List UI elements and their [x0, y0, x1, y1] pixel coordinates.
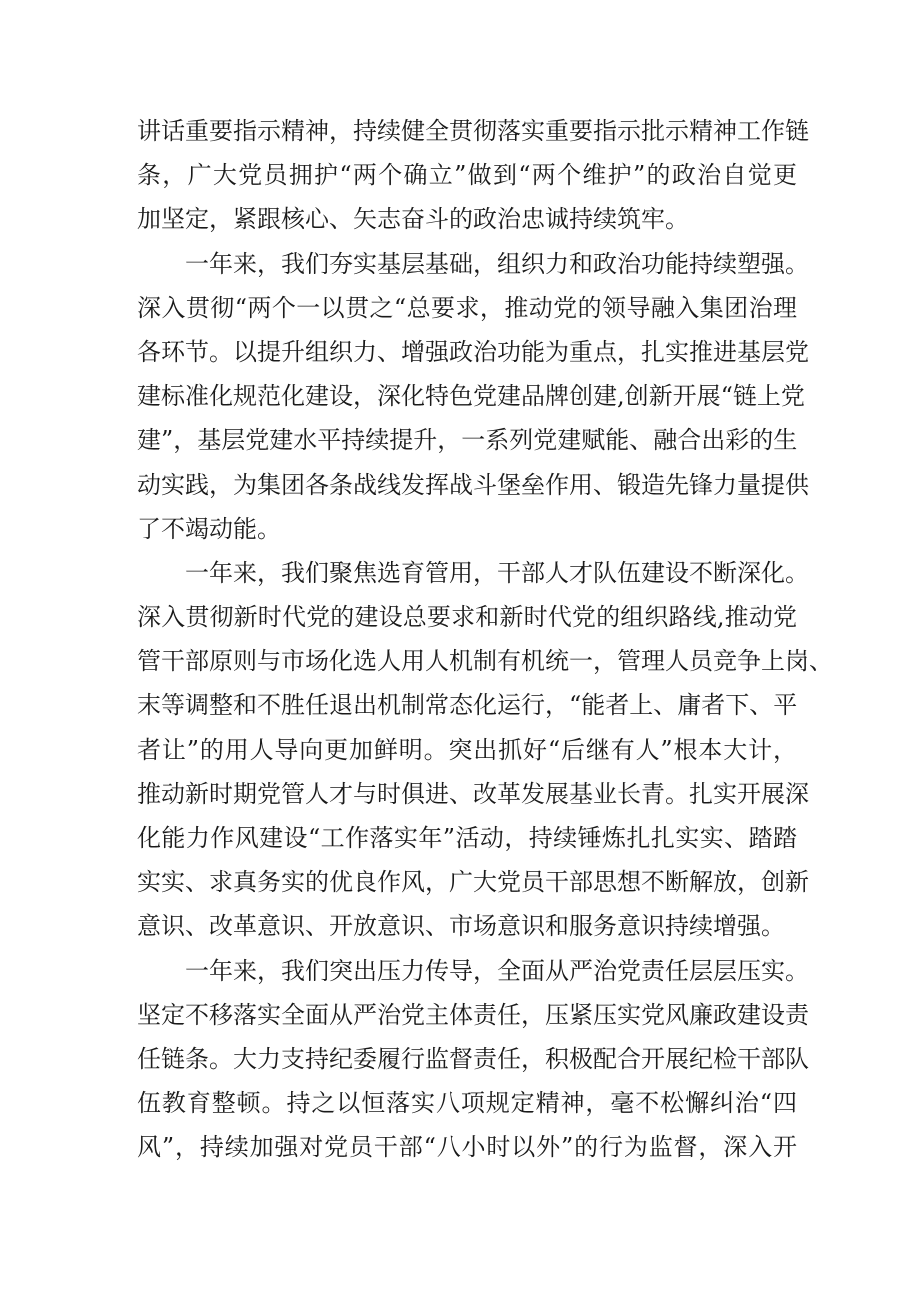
- paragraph-first-line: 一年来，我们夯实基层基础，组织力和政治功能持续塑强。: [185, 249, 809, 278]
- text-line: 建”，基层党建水平持续提升，一系列党建赋能、融合出彩的生: [137, 426, 798, 455]
- text-line: 伍教育整顿。持之以恒落实八项规定精神，毫不松懈纠治“四: [137, 1089, 797, 1118]
- text-line: 讲话重要指示精神，持续健全贯彻落实重要指示批示精神工作链: [137, 117, 809, 145]
- text-line: 坚定不移落实全面从严治党主体责任，压紧压实党风廉政建设责: [137, 1000, 809, 1029]
- text-line: 各环节。以提升组织力、增强政治功能为重点，扎实推进基层党: [137, 337, 809, 366]
- text-line: 意识、改革意识、开放意识、市场意识和服务意识持续增强。: [137, 912, 785, 941]
- paragraph-first-line: 一年来，我们聚焦选育管用，干部人才队伍建设不断深化。: [185, 558, 809, 587]
- text-line: 动实践，为集团各条战线发挥战斗堡垒作用、锻造先锋力量提供: [137, 470, 809, 499]
- document-body: [137, 109, 833, 1170]
- text-line: 推动新时期党管人才与时俱进、改革发展基业长青。扎实开展深: [137, 779, 809, 808]
- text-line: 管干部原则与市场化选人用人机制有机统一，管理人员竞争上岗、: [137, 647, 833, 676]
- text-line: 深入贯彻新时代党的建设总要求和新时代党的组织路线,推动党: [137, 603, 797, 632]
- text-line: 加坚定，紧跟核心、矢志奋斗的政治忠诚持续筑牢。: [137, 205, 689, 234]
- text-line: 条，广大党员拥护“两个确立”做到“两个维护”的政治自觉更: [137, 161, 797, 190]
- paragraph-first-line: 一年来，我们突出压力传导，全面从严治党责任层层压实。: [185, 956, 809, 985]
- text-line: 者让”的用人导向更加鲜明。突出抓好“后继有人”根本大计，: [137, 735, 797, 764]
- text-line: 风”，持续加强对党员干部“八小时以外”的行为监督，深入开: [137, 1133, 797, 1162]
- text-line: 化能力作风建设“工作落实年”活动，持续锤炼扎扎实实、踏踏: [137, 824, 797, 852]
- text-line: 了不竭动能。: [137, 514, 281, 543]
- text-line: 末等调整和不胜任退出机制常态化运行，“能者上、庸者下、平: [137, 691, 798, 720]
- text-line: 深入贯彻“两个一以贯之“总要求，推动党的领导融入集团治理: [137, 293, 797, 322]
- text-line: 任链条。大力支持纪委履行监督责任，积极配合开展纪检干部队: [137, 1044, 809, 1073]
- text-line: 建标准化规范化建设，深化特色党建品牌创建,创新开展“链上党: [137, 382, 805, 411]
- text-line: 实实、求真务实的优良作风，广大党员干部思想不断解放，创新: [137, 868, 809, 897]
